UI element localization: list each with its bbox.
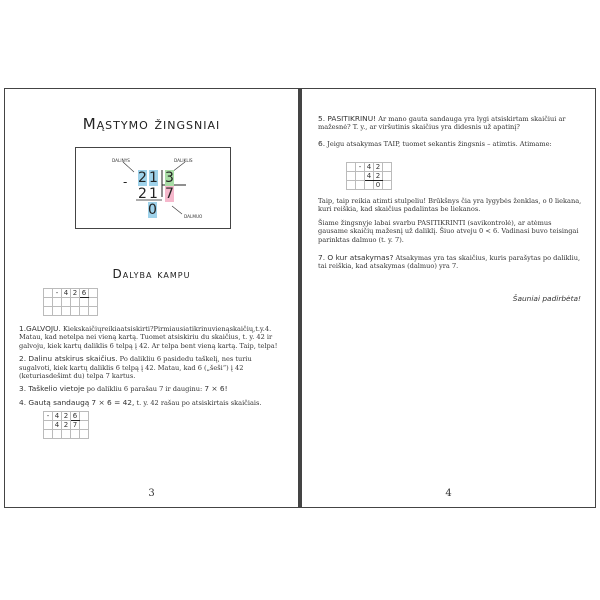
step-2-text: Po dalikliu 6 pasidedu taškelį, nes turiu sugalvoti, kiek kartų daliklis 6 telpą į 42. Matau, kad 6 („šeši“) į 42 (keturiasdešimt du) telpa 7 kartus.: [19, 355, 252, 381]
step-1-heading: 1.GALVOJU.: [19, 324, 61, 333]
subtract-tens: 2: [138, 186, 147, 202]
grid-cell: 2: [374, 172, 383, 181]
step-1: [19, 325, 285, 350]
grid-cell: 4: [62, 289, 71, 298]
dividend-ones: 1: [149, 170, 158, 186]
right-steps: [318, 115, 582, 153]
step-6-text: Jeigu atsakymas TAIP, tuomet sekantis žingsnis – atimtis. Atimame:: [327, 139, 552, 148]
grid-cell: -: [356, 163, 365, 172]
section-subtitle: Dalyba kampu: [112, 267, 191, 281]
dividend-tens: 2: [138, 170, 147, 186]
right-page: [301, 88, 596, 508]
label-dalmuo: DALMUO: [184, 214, 203, 219]
paragraph-2: Šiame žingsnyje labai svarbu PASITIKRINTI (savikontrolė), ar atėmus gausame skaičių mažesnį už daliklį. Šiuo atveju 0 < 6. Vadinasi buvo teisingai parinktas dalmuo (t. y. 7).: [318, 218, 579, 244]
grid-cell: 2: [71, 289, 80, 298]
paragraph-1: Taip, taip reikia atimti stulpeliu! Brūkšnys čia yra lygybės ženklas, o 0 liekana, kuri reiškia, kad skaičius padalintas be liekanos.: [318, 197, 582, 214]
step-2: [19, 355, 285, 380]
step-3-formula: 7 × 6!: [204, 384, 228, 394]
page-number: 4: [445, 488, 452, 499]
step-2-heading: 2. Dalinu atskirus skaičius.: [19, 354, 118, 364]
step-7: [318, 254, 582, 271]
page-title: Mąstymo žingsniai: [82, 115, 221, 133]
subtract-ones: 1: [149, 186, 158, 202]
step-4-heading: 4. Gautą sandaugą: [19, 397, 90, 407]
step-1-text: Kiekskaičiųreikiaatsiskirti?Pirmiausiatikrinuvienąskaičių,t.y.4. Matau, kad netelpa nei vieną kartą. Tuomet atsiskiriu du skaičius, t. y. 42 ir galvoju, kiek kartų daliklis 6 telpą į 42. Ar telpa bent vieną kartą. Taip, telpa!: [19, 325, 278, 350]
step-7-heading: 7. O kur atsakymas?: [318, 253, 394, 263]
label-daliklis: DALIKLIS: [174, 158, 193, 163]
division-grid-1: [43, 288, 98, 316]
grid-cell: 2: [62, 412, 71, 421]
step-3-heading: 3. Taškelio vietoje: [19, 384, 85, 394]
grid-cell: 6: [80, 289, 89, 298]
step-4-formula: 7 × 6 = 42,: [91, 397, 135, 407]
grid-cell: 4: [53, 421, 62, 430]
steps-text: [19, 325, 285, 412]
grid-cell: 2: [374, 163, 383, 172]
grid-cell: 4: [365, 163, 374, 172]
left-page: [4, 88, 299, 508]
grid-cell: 6: [71, 412, 80, 421]
division-grid-2: [43, 411, 89, 439]
quotient-digit: 7: [165, 186, 174, 202]
remainder-digit: 0: [148, 202, 157, 218]
step-7-text: Atsakymas yra tas skaičius, kuris parašytas po dalikliu, tai reiškia, kad atsakymas (dalmuo) yra 7.: [318, 254, 581, 271]
grid-cell: 7: [71, 421, 80, 430]
step-5-text: Ar mano gauta sandauga yra lygi atsiskirtam skaičiui ar mažesnė? T. y., ar viršutinis skaičius yra didesnis už apatinį?: [318, 115, 566, 132]
step-5-heading: 5. PASITIKRINU!: [318, 114, 377, 123]
right-paragraphs: [318, 197, 582, 276]
grid-cell: 4: [365, 172, 374, 181]
division-diagram: [75, 147, 231, 229]
grid-cell: 0: [374, 181, 383, 190]
grid-cell: 2: [62, 421, 71, 430]
label-dalinys: DALINYS: [112, 158, 130, 163]
grid-cell: -: [53, 289, 62, 298]
grid-cell: -: [44, 412, 53, 421]
divisor-digit: 3: [165, 170, 174, 186]
grid-cell: 4: [53, 412, 62, 421]
step-3: [19, 385, 285, 393]
page-number: 3: [148, 488, 155, 499]
step-5: [318, 115, 582, 132]
step-4-text: t. y. 42 rašau po atsiskirtais skaičiais.: [136, 398, 262, 407]
subtraction-grid: [346, 162, 392, 190]
step-6: [318, 140, 582, 148]
minus-sign: -: [123, 175, 128, 189]
step-3-text: po dalikliu 6 parašau 7 ir dauginu:: [86, 385, 203, 394]
step-4: [19, 399, 285, 407]
signoff: Šauniai padirbėta!: [512, 294, 581, 303]
step-6-heading: 6.: [318, 138, 326, 148]
